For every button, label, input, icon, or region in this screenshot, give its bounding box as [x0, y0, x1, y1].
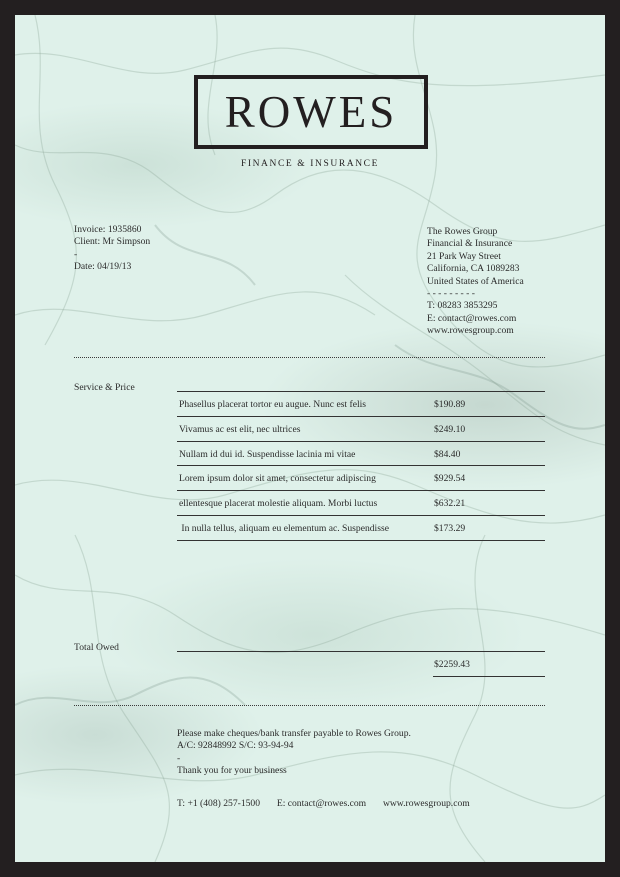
service-price: $632.21	[434, 498, 466, 510]
service-price: $84.40	[434, 448, 461, 460]
company-email: E: contact@rowes.com	[427, 312, 517, 324]
thank-you-note: Thank you for your business	[177, 765, 287, 777]
table-row	[177, 391, 545, 416]
invoice-date: Date: 04/19/13	[74, 261, 132, 273]
service-description: Phasellus placerat tortor eu augue. Nunc est felis	[179, 399, 367, 410]
service-description: Nullam id dui id. Suspendisse lacinia mi vitae	[179, 448, 356, 460]
address-divider: - - - - - - - - -	[427, 287, 475, 299]
service-description: ellentesque placerat molestie aliquam. Morbi luctus	[179, 498, 378, 510]
invoice-sheet	[15, 15, 605, 862]
footer-email: E: contact@rowes.com	[276, 798, 367, 809]
service-price: $190.89	[434, 399, 466, 410]
service-description: Lorem ipsum dolor sit amet, consectetur adipiscing	[179, 473, 376, 485]
services-label: Service & Price	[74, 382, 135, 393]
company-city: California, CA 1089283	[427, 263, 520, 275]
table-row	[177, 490, 545, 515]
service-price: $173.29	[434, 522, 466, 534]
company-street: 21 Park Way Street	[427, 250, 501, 262]
client-name: Client: Mr Simpson	[74, 236, 151, 248]
bank-account: A/C: 92848992 S/C: 93-94-94	[177, 740, 294, 752]
logo-text: ROWES	[224, 87, 398, 137]
invoice-number: Invoice: 1935860	[74, 224, 142, 235]
table-row	[177, 416, 545, 441]
service-description: Vivamus ac est elit, nec ultrices	[179, 423, 301, 435]
separator-dash: -	[177, 752, 181, 764]
table-row	[177, 465, 545, 490]
company-website: www.rowesgroup.com	[427, 325, 514, 337]
service-price: $929.54	[434, 473, 466, 485]
divider-dotted	[74, 705, 545, 706]
company-division: Financial & Insurance	[427, 238, 513, 250]
footer-website: www.rowesgroup.com	[382, 798, 470, 809]
logo	[194, 75, 428, 149]
table-row	[177, 441, 545, 466]
tagline: FINANCE & INSURANCE	[240, 159, 380, 169]
company-country: United States of America	[427, 275, 524, 287]
divider-dotted	[74, 357, 545, 358]
payment-note: Please make cheques/bank transfer payable to Rowes Group.	[177, 728, 411, 739]
total-rule	[177, 651, 545, 652]
footer-contact	[177, 798, 470, 810]
company-name: The Rowes Group	[427, 226, 498, 237]
invoice-details	[74, 224, 150, 274]
total-underline	[433, 676, 545, 677]
payment-instructions	[177, 728, 411, 778]
footer-phone: T: +1 (408) 257-1500	[177, 798, 261, 809]
services-table	[177, 391, 545, 541]
service-price: $249.10	[434, 423, 466, 435]
company-phone: T: 08283 3853295	[427, 300, 498, 312]
total-amount: $2259.43	[434, 659, 470, 670]
company-address	[427, 226, 524, 338]
total-label: Total Owed	[74, 642, 119, 653]
service-description: In nulla tellus, aliquam eu elementum ac. Suspendisse	[179, 522, 389, 534]
separator-dash: -	[74, 248, 78, 260]
table-row	[177, 515, 545, 541]
